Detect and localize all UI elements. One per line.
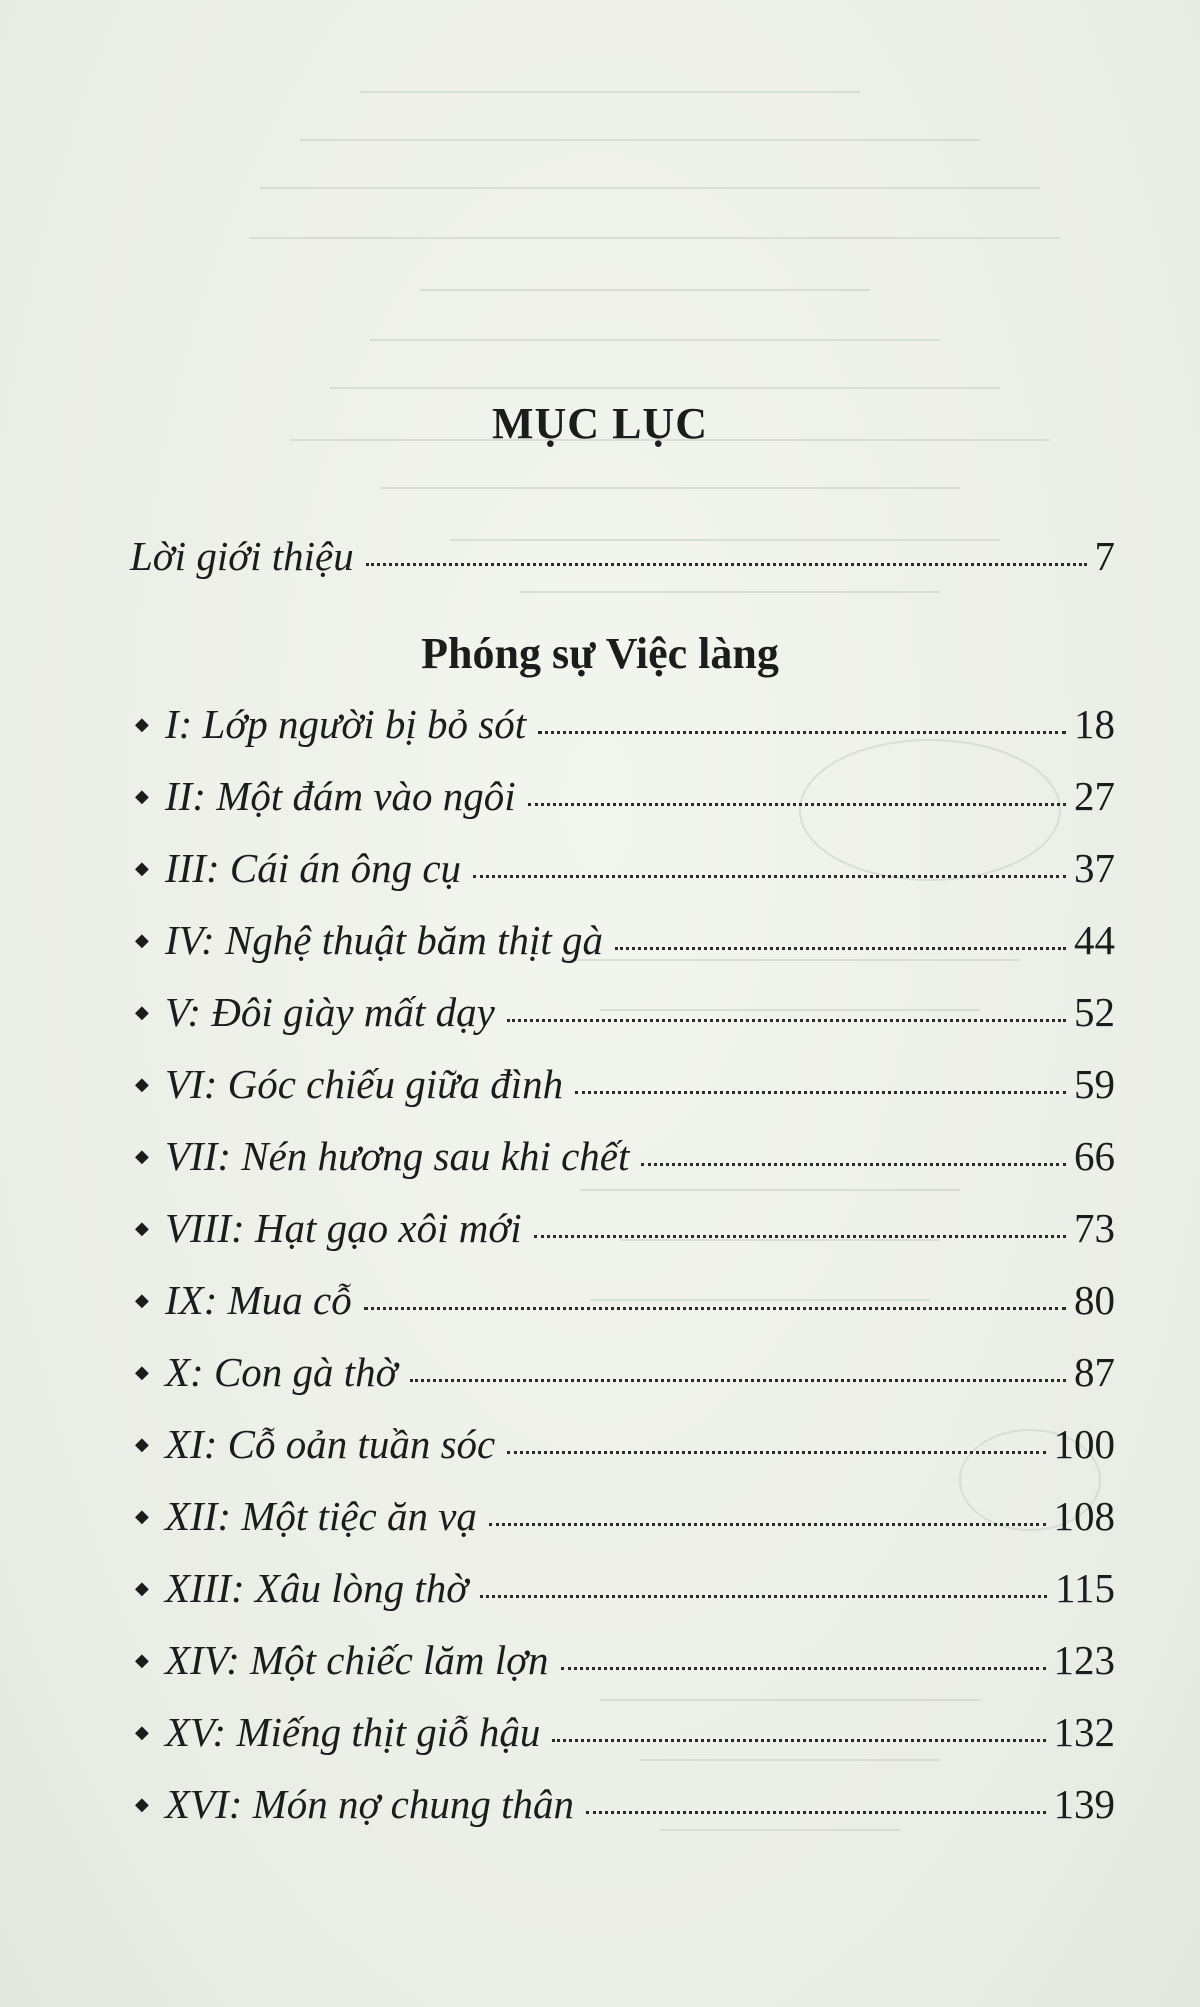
toc-entry[interactable] [135, 1636, 1115, 1688]
toc-entry[interactable] [135, 1708, 1115, 1760]
dot-leader [615, 946, 1066, 950]
toc-entry-label: XI: Cỗ oản tuần sóc [165, 1421, 496, 1467]
toc-entry-label: II: Một đám vào ngôi [165, 773, 516, 819]
toc-entry-page: 44 [1074, 917, 1115, 963]
toc-entry-label: XIII: Xâu lòng thờ [165, 1565, 469, 1611]
diamond-bullet-icon: ◆ [135, 1074, 149, 1094]
dot-leader [586, 1810, 1045, 1814]
dot-leader [575, 1090, 1066, 1094]
toc-entry[interactable] [135, 700, 1115, 752]
dot-leader [480, 1594, 1047, 1598]
toc-entry-label: IV: Nghệ thuật băm thịt gà [165, 917, 604, 963]
toc-entry-label: XIV: Một chiếc lăm lợn [165, 1637, 549, 1683]
toc-entry-page: 52 [1074, 989, 1115, 1035]
toc-entry-label: III: Cái án ông cụ [165, 845, 462, 891]
toc-entry[interactable] [135, 1348, 1115, 1400]
diamond-bullet-icon: ◆ [135, 1578, 149, 1598]
toc-entry-label: XVI: Món nợ chung thân [165, 1781, 575, 1827]
diamond-bullet-icon: ◆ [135, 1146, 149, 1166]
toc-entry[interactable] [135, 844, 1115, 896]
diamond-bullet-icon: ◆ [135, 1434, 149, 1454]
diamond-bullet-icon: ◆ [135, 1290, 149, 1310]
diamond-bullet-icon: ◆ [135, 1002, 149, 1022]
toc-entry-intro[interactable] [130, 532, 1115, 584]
toc-entry-page: 139 [1053, 1781, 1115, 1827]
toc-entry[interactable] [135, 1780, 1115, 1832]
dot-leader [552, 1738, 1045, 1742]
diamond-bullet-icon: ◆ [135, 714, 149, 734]
dot-leader [507, 1450, 1045, 1454]
toc-entry-page: 100 [1053, 1421, 1115, 1467]
toc-entry-page: 7 [1094, 533, 1115, 579]
toc-entry-page: 87 [1074, 1349, 1115, 1395]
toc-entry[interactable] [135, 1420, 1115, 1472]
toc-entry-label: XII: Một tiệc ăn vạ [165, 1493, 477, 1539]
toc-entry-label: VI: Góc chiếu giữa đình [165, 1061, 564, 1107]
toc-entry-page: 115 [1055, 1565, 1115, 1611]
toc-entry[interactable] [135, 772, 1115, 824]
toc-entry-page: 80 [1074, 1277, 1115, 1323]
diamond-bullet-icon: ◆ [135, 1218, 149, 1238]
section-title: Phóng sự Việc làng [421, 629, 779, 678]
toc-entry-page: 73 [1074, 1205, 1115, 1251]
toc-entry[interactable] [135, 1492, 1115, 1544]
toc-entry-page: 59 [1074, 1061, 1115, 1107]
dot-leader [561, 1666, 1046, 1670]
toc-entry-page: 66 [1074, 1133, 1115, 1179]
toc-entry[interactable] [135, 916, 1115, 968]
diamond-bullet-icon: ◆ [135, 1722, 149, 1742]
toc-entry-label: VIII: Hạt gạo xôi mới [165, 1205, 522, 1251]
dot-leader [410, 1378, 1066, 1382]
toc-entry-page: 37 [1074, 845, 1115, 891]
toc-entry[interactable] [135, 988, 1115, 1040]
diamond-bullet-icon: ◆ [135, 1506, 149, 1526]
toc-entry[interactable] [135, 1132, 1115, 1184]
toc-entry-label: X: Con gà thờ [165, 1349, 398, 1395]
toc-entry-label: XV: Miếng thịt giỗ hậu [165, 1709, 541, 1755]
diamond-bullet-icon: ◆ [135, 1362, 149, 1382]
toc-entry-label: Lời giới thiệu [130, 533, 354, 579]
toc-entry-label: I: Lớp người bị bỏ sót [165, 701, 527, 747]
toc-entry-page: 18 [1074, 701, 1115, 747]
dot-leader [538, 730, 1066, 734]
toc-entry[interactable] [135, 1060, 1115, 1112]
toc-entry-page: 27 [1074, 773, 1115, 819]
diamond-bullet-icon: ◆ [135, 858, 149, 878]
dot-leader [528, 802, 1066, 806]
toc-entry-page: 123 [1053, 1637, 1115, 1683]
dot-leader [489, 1522, 1046, 1526]
diamond-bullet-icon: ◆ [135, 930, 149, 950]
toc-title: MỤC LỤC [492, 399, 708, 448]
dot-leader [473, 874, 1066, 878]
dot-leader [641, 1162, 1066, 1166]
toc-entry-label: VII: Nén hương sau khi chết [165, 1133, 630, 1179]
diamond-bullet-icon: ◆ [135, 1650, 149, 1670]
dot-leader [366, 562, 1087, 566]
dot-leader [364, 1306, 1066, 1310]
dot-leader [507, 1018, 1066, 1022]
dot-leader [534, 1234, 1066, 1238]
toc-entry[interactable] [135, 1204, 1115, 1256]
toc-entry-page: 108 [1053, 1493, 1115, 1539]
toc-entry[interactable] [135, 1564, 1115, 1616]
toc-entry-label: V: Đôi giày mất dạy [165, 989, 495, 1035]
toc-entry[interactable] [135, 1276, 1115, 1328]
diamond-bullet-icon: ◆ [135, 786, 149, 806]
toc-entry-label: IX: Mua cỗ [165, 1277, 352, 1323]
diamond-bullet-icon: ◆ [135, 1794, 149, 1814]
toc-entry-page: 132 [1053, 1709, 1115, 1755]
